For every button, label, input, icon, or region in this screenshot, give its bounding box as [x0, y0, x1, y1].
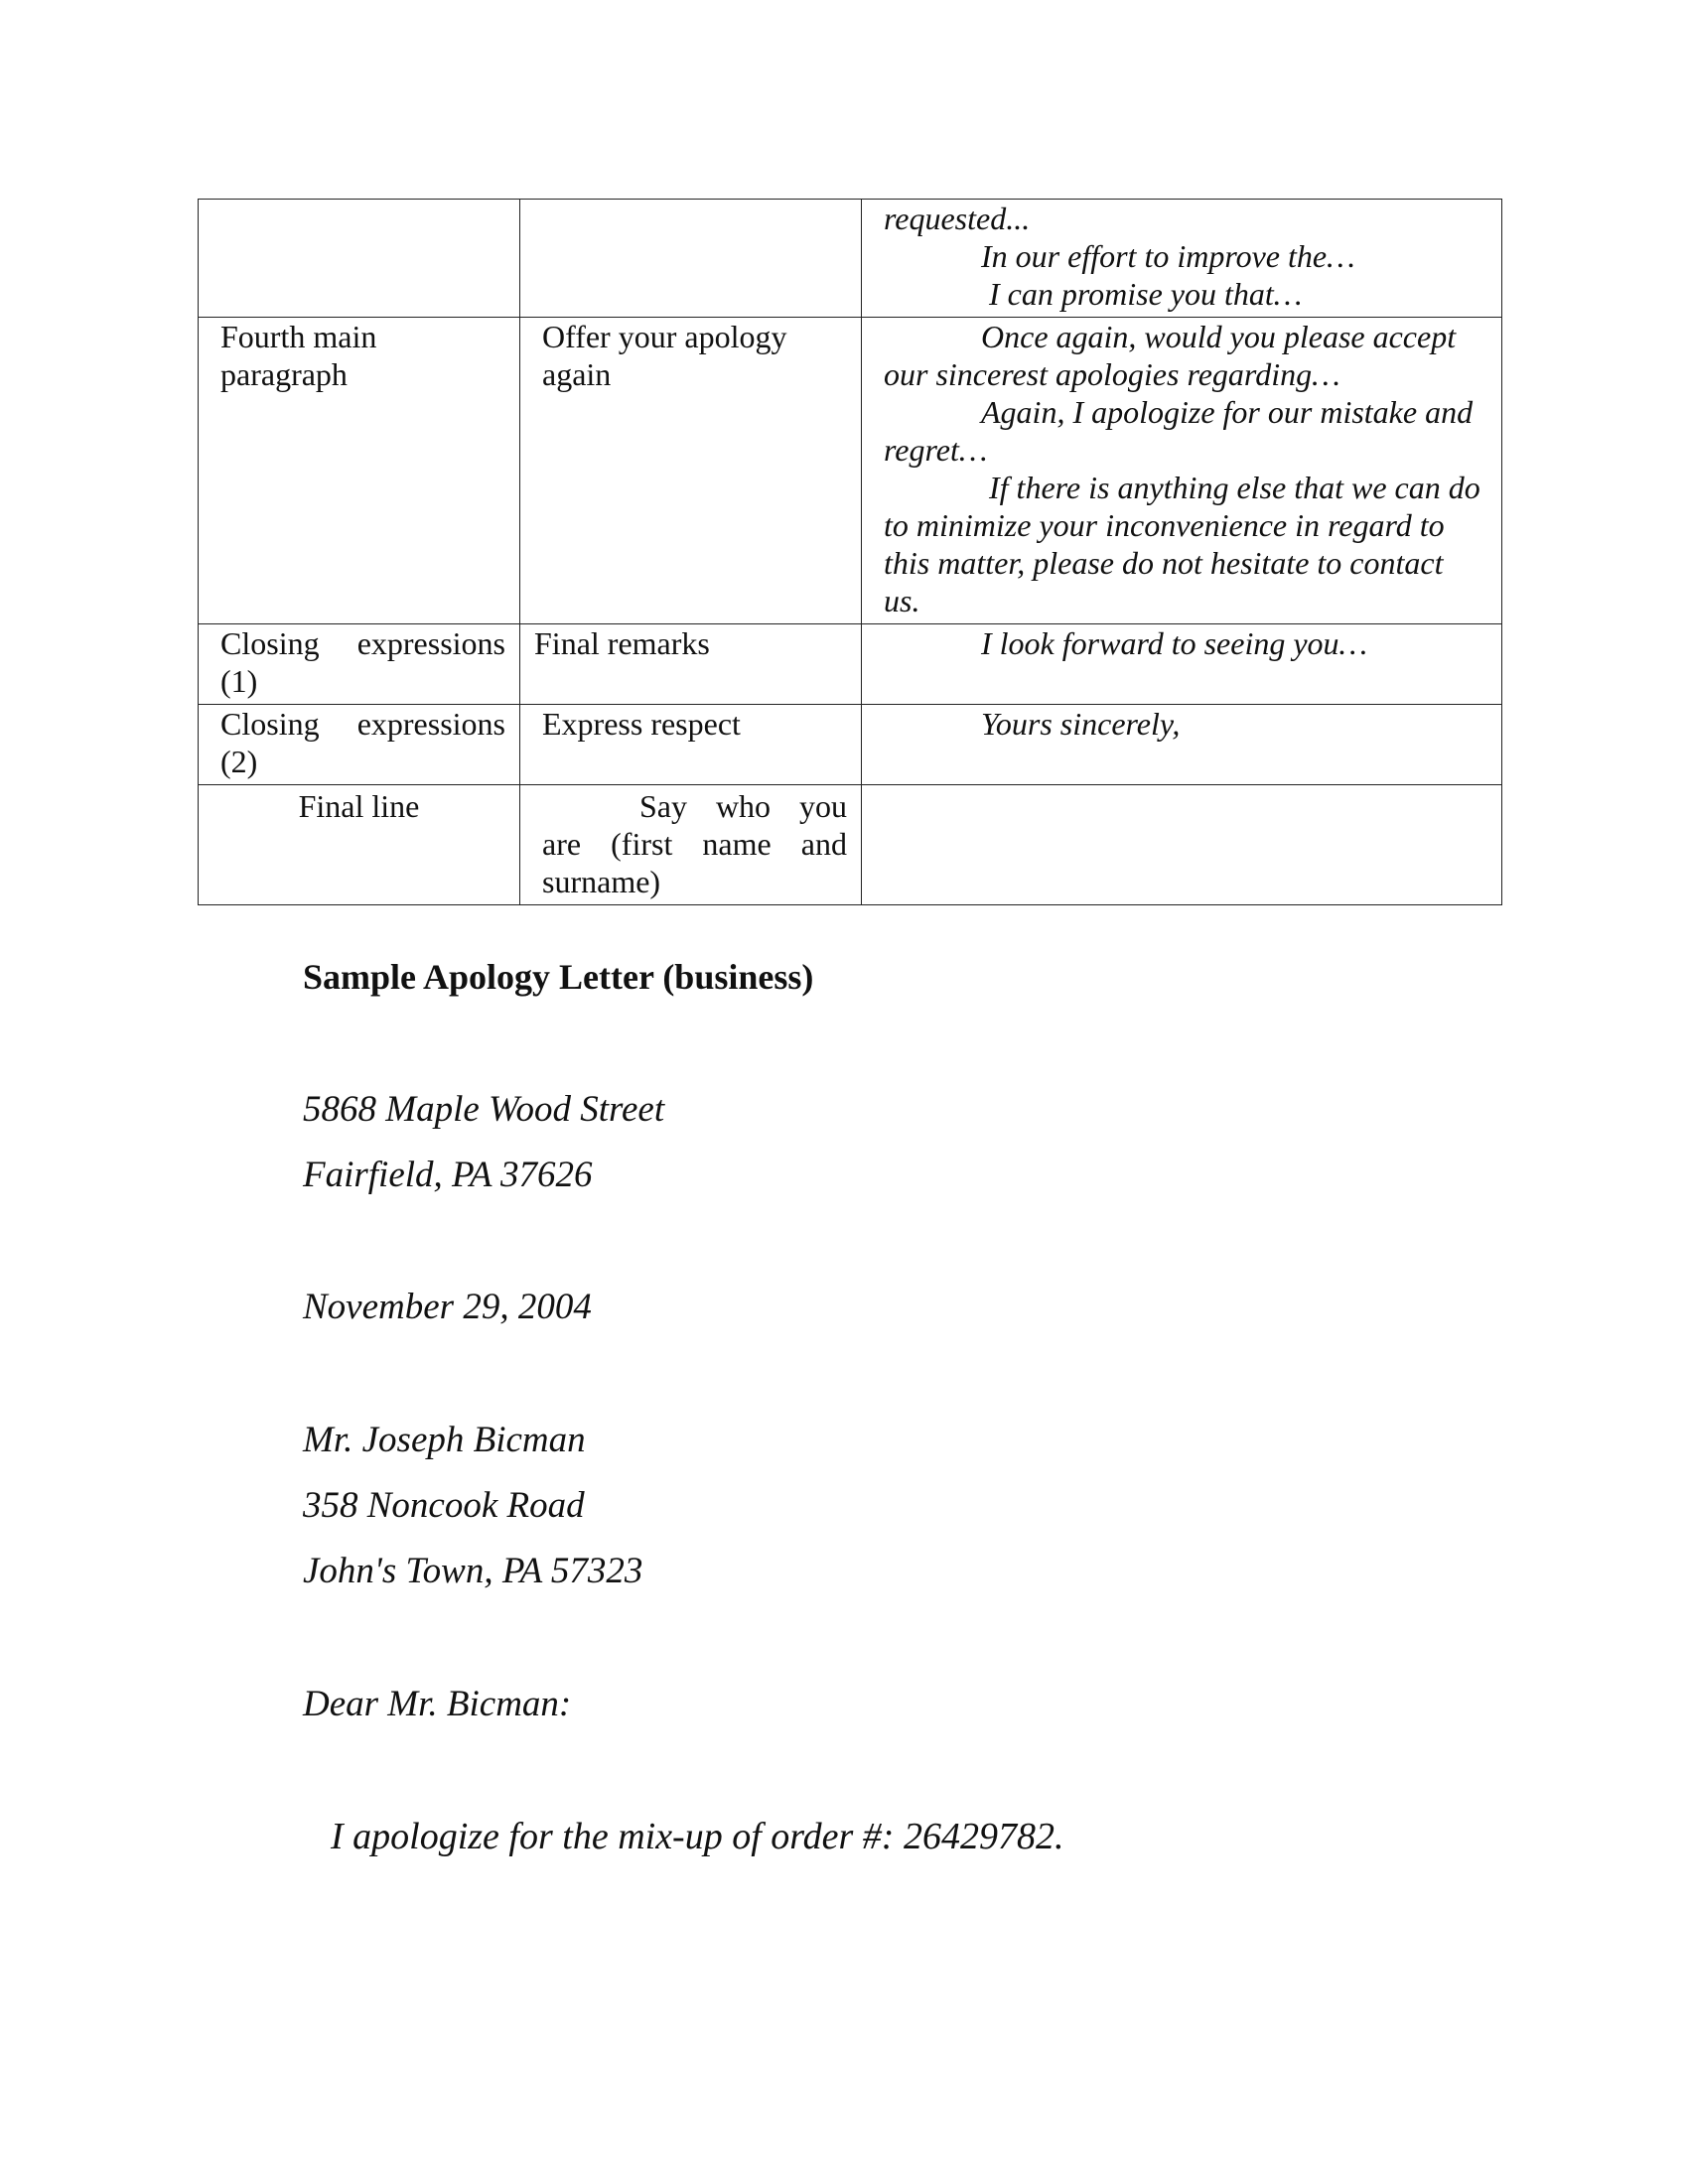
letter-date: November 29, 2004	[303, 1287, 592, 1327]
table-cell-purpose	[520, 785, 862, 905]
example-phrase: Once again, would you please accept our sincerest apologies regarding…	[884, 319, 1457, 392]
table-cell-purpose	[520, 200, 862, 318]
purpose-label-continued: are (first name and surname)	[542, 826, 847, 899]
table-cell-examples	[862, 200, 1502, 318]
recipient-address-line1: 358 Noncook Road	[303, 1485, 585, 1526]
table-cell-examples	[862, 624, 1502, 705]
table-cell-section	[199, 785, 520, 905]
section-label: Closing expressions (2)	[220, 706, 505, 779]
table-row	[199, 705, 1502, 785]
table-cell-purpose	[520, 318, 862, 624]
purpose-label: Final remarks	[534, 625, 710, 661]
purpose-label: Offer your apology again	[542, 319, 787, 392]
table-cell-purpose	[520, 705, 862, 785]
sender-address-line1: 5868 Maple Wood Street	[303, 1089, 665, 1130]
example-phrase: Again, I apologize for our mistake and regret…	[884, 394, 1474, 468]
table-row	[199, 318, 1502, 624]
example-phrase: requested...	[884, 201, 1031, 236]
section-label: Final line	[298, 788, 420, 824]
letter-title: Sample Apology Letter (business)	[303, 957, 814, 997]
table-cell-section	[199, 200, 520, 318]
table-cell-section	[199, 318, 520, 624]
table-row	[199, 200, 1502, 318]
recipient-address-line2: John's Town, PA 57323	[303, 1551, 643, 1591]
section-label: Fourth main paragraph	[220, 319, 377, 392]
letter-opening-sentence: I apologize for the mix-up of order #: 26429782.	[331, 1816, 1064, 1857]
recipient-name: Mr. Joseph Bicman	[303, 1420, 586, 1460]
table-row	[199, 785, 1502, 905]
table-cell-examples	[862, 785, 1502, 905]
table-cell-purpose	[520, 624, 862, 705]
table-cell-examples	[862, 705, 1502, 785]
purpose-label: Say who you	[639, 788, 847, 824]
example-phrase: In our effort to improve the…	[981, 238, 1355, 274]
table-cell-examples	[862, 318, 1502, 624]
example-phrase: If there is anything else that we can do to minimize your inconvenience in regard to this matter, please do not hesitate to contact us.	[884, 470, 1480, 618]
section-label: Closing expressions (1)	[220, 625, 505, 699]
example-phrase: Yours sincerely,	[981, 706, 1181, 742]
table-cell-section	[199, 624, 520, 705]
example-phrase: I look forward to seeing you…	[981, 625, 1367, 661]
apology-phrase-table	[198, 199, 1502, 905]
sender-address-line2: Fairfield, PA 37626	[303, 1155, 593, 1195]
table-row	[199, 624, 1502, 705]
letter-salutation: Dear Mr. Bicman:	[303, 1684, 572, 1724]
purpose-label: Express respect	[542, 706, 741, 742]
table-cell-section	[199, 705, 520, 785]
example-phrase: I can promise you that…	[989, 276, 1303, 312]
